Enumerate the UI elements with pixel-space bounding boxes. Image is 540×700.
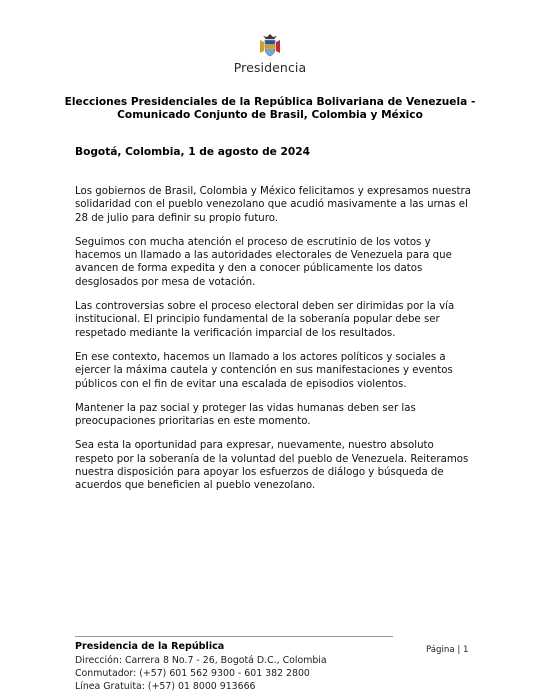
footer-divider — [75, 636, 393, 637]
presidencia-logo — [230, 33, 310, 75]
paragraph: Sea esta la oportunidad para expresar, nuevamente, nuestro absoluto respeto por la soberanía de la voluntad del pueblo de Venezuela. Reiteramos nuestra disposición para apoyar los esfuerzos de diálogo y búsqueda de acuerdos que beneficien al pueblo venezolano. — [75, 440, 469, 492]
document-title — [60, 96, 480, 122]
footer-address: Dirección: Carrera 8 No.7 - 26, Bogotá D.C., Colombia — [75, 655, 327, 666]
title-line-1: Elecciones Presidenciales de la República Bolivariana de Venezuela - — [64, 96, 476, 108]
brand-name: Presidencia — [233, 60, 307, 75]
paragraph: En ese contexto, hacemos un llamado a los actores políticos y sociales a ejercer la máxima cautela y contención en sus manifestaciones y eventos públicos con el fin de evitar una escalada de episodios violentos. — [75, 351, 453, 390]
footer-phone: Conmutador: (+57) 601 562 9300 - 601 382 2800 — [75, 668, 310, 679]
document-body — [75, 185, 475, 504]
paragraph: Mantener la paz social y proteger las vidas humanas deben ser las preocupaciones prioritarias en este momento. — [75, 402, 416, 428]
page-number: Página | 1 — [426, 645, 469, 655]
title-line-2: Comunicado Conjunto de Brasil, Colombia y México — [117, 109, 423, 121]
footer-title: Presidencia de la República — [75, 641, 225, 652]
paragraph: Los gobiernos de Brasil, Colombia y México felicitamos y expresamos nuestra solidaridad con el pueblo venezolano que acudió masivamente a las urnas el 28 de julio para definir su propio futuro. — [75, 186, 471, 224]
paragraph: Las controversias sobre el proceso electoral deben ser dirimidas por la vía institucional. El principio fundamental de la soberanía popular debe ser respetado mediante la verificación imparcial de los resultados. — [75, 301, 455, 339]
paragraph: Seguimos con mucha atención el proceso de escrutinio de los votos y hacemos un llamado a las autoridades electorales de Venezuela para que avancen de forma expedita y den a conocer públicamente los datos desglosados por mesa de votación. — [75, 236, 452, 288]
coat-of-arms-icon — [259, 33, 281, 57]
footer-toll-free: Línea Gratuita: (+57) 01 8000 913666 — [75, 681, 256, 692]
document-date: Bogotá, Colombia, 1 de agosto de 2024 — [75, 146, 311, 158]
